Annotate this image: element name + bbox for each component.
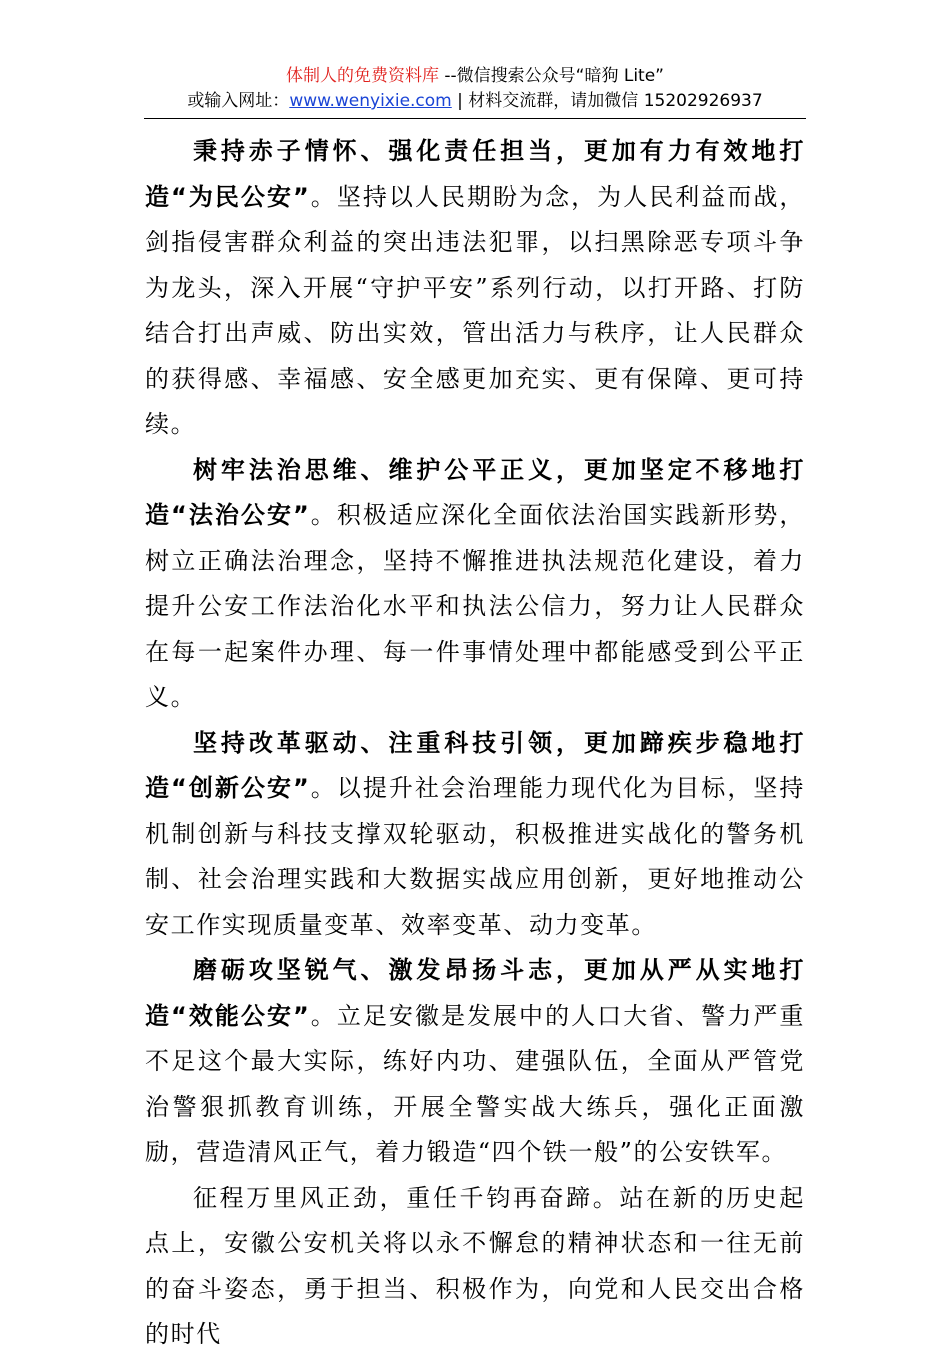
header-tagline: --微信搜索公众号“暗狗 Lite” <box>438 66 664 86</box>
page-header <box>0 64 950 113</box>
header-line-1 <box>0 64 950 88</box>
paragraph-text: 。立足安徽是发展中的人口大省、警力严重不足这个最大实际，练好内功、建强队伍，全面从严管党治警狠抓教育训练，开展全警实战大练兵，强化正面激励，营造清风正气，着力锻造“四个铁一般”的公安铁军。 <box>145 1001 805 1166</box>
paragraph-text: 。以提升社会治理能力现代化为目标，坚持机制创新与科技支撑双轮驱动，积极推进实战化的警务机制、社会治理实践和大数据实战应用创新，更好地推动公安工作实现质量变革、效率变革、动力变革。 <box>145 774 805 939</box>
url-prefix: 或输入网址： <box>187 91 290 111</box>
paragraph-text: 。积极适应深化全面依法治国实践新形势，树立正确法治理念，坚持不懈推进执法规范化建设，着力提升公安工作法治化水平和执法公信力，努力让人民群众在每一起案件办理、每一件事情处理中都能感受到公平正义。 <box>145 501 805 711</box>
paragraph <box>145 721 805 949</box>
website-link[interactable]: www.wenyixie.com <box>289 91 452 111</box>
contact-info: | 材料交流群，请加微信 15202926937 <box>451 91 763 111</box>
document-body <box>145 129 805 1358</box>
paragraph-lead: 磨砺攻坚锐气、激发昂扬斗志，更加从严从实地打造“效能公安” <box>145 956 805 1030</box>
header-line-2 <box>0 89 950 113</box>
paragraph-lead: 坚持改革驱动、注重科技引领，更加蹄疾步稳地打造“创新公安” <box>145 728 805 802</box>
paragraph-lead: 树牢法治思维、维护公平正义，更加坚定不移地打造“法治公安” <box>145 455 805 529</box>
paragraph <box>145 129 805 448</box>
paragraph <box>145 948 805 1176</box>
paragraph <box>145 1176 805 1358</box>
brand-name: 体制人的免费资料库 <box>285 66 439 86</box>
paragraph <box>145 448 805 721</box>
paragraph-text: 。坚持以人民期盼为念，为人民利益而战，剑指侵害群众利益的突出违法犯罪，以扫黑除恶专项斗争为龙头，深入开展“守护平安”系列行动，以打开路、打防结合打出声威、防出实效，管出活力与秩序，让人民群众的获得感、幸福感、安全感更加充实、更有保障、更可持续。 <box>145 182 805 438</box>
paragraph-lead: 秉持赤子情怀、强化责任担当，更加有力有效地打造“为民公安” <box>145 137 805 211</box>
header-divider <box>144 118 806 119</box>
paragraph-text: 征程万里风正劲，重任千钧再奋蹄。站在新的历史起点上，安徽公安机关将以永不懈怠的精神状态和一往无前的奋斗姿态，勇于担当、积极作为，向党和人民交出合格的时代 <box>145 1183 805 1348</box>
